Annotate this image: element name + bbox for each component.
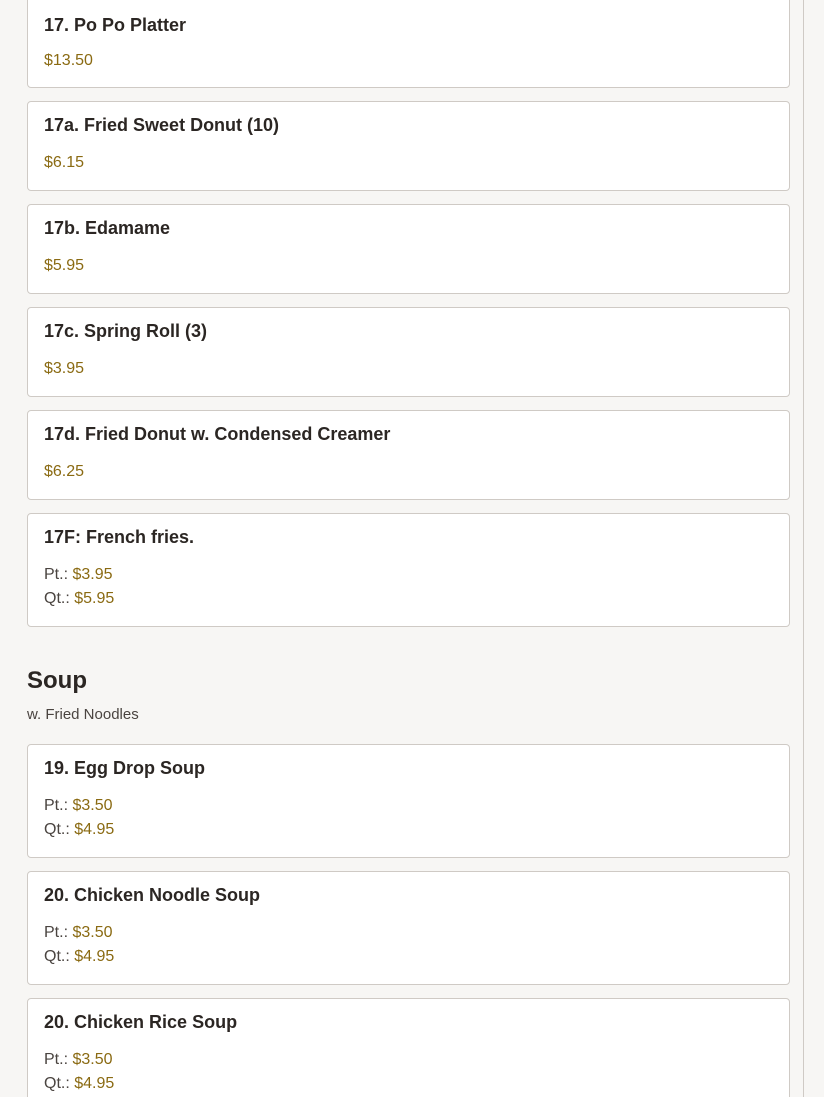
scroll-divider [803,0,804,1097]
menu-item-price [44,153,84,173]
menu-item-price [44,359,84,379]
size-label: Pt.: [44,566,69,583]
section-title: Soup [27,667,87,694]
size-price-row [44,947,114,967]
size-label: Pt.: [44,924,69,941]
menu-item-name: 20. Chicken Rice Soup [44,1012,238,1032]
menu-item-price [44,462,84,482]
size-label: Qt.: [44,821,70,838]
size-label: Qt.: [44,948,70,965]
menu-item-name: 20. Chicken Noodle Soup [44,885,261,905]
menu-item-card[interactable] [27,744,790,858]
menu-item-name: 19. Egg Drop Soup [44,758,206,778]
size-price-row [44,796,113,816]
size-price-row [44,1050,113,1070]
price-value: $3.50 [72,797,113,814]
price-value: $6.15 [44,154,85,171]
price-value: $4.95 [74,948,115,965]
menu-item-name: 17F: French fries. [44,527,195,547]
price-value: $13.50 [44,52,93,69]
price-value: $3.95 [72,566,113,583]
menu-item-name: 17. Po Po Platter [44,15,187,35]
size-label: Pt.: [44,797,69,814]
menu-item-card[interactable] [27,204,790,294]
menu-item-name: 17c. Spring Roll (3) [44,321,208,341]
price-value: $6.25 [44,463,85,480]
menu-item-card[interactable] [27,0,790,88]
menu-item-card[interactable] [27,101,790,191]
menu-item-card[interactable] [27,998,790,1097]
price-value: $3.95 [44,360,85,377]
size-price-row [44,589,114,609]
size-price-row [44,565,113,585]
menu-item-card[interactable] [27,871,790,985]
size-label: Pt.: [44,1051,69,1068]
menu-item-price [44,256,84,276]
price-value: $5.95 [74,590,115,607]
size-price-row [44,820,114,840]
size-label: Qt.: [44,1075,70,1092]
price-value: $3.50 [72,924,113,941]
price-value: $4.95 [74,821,115,838]
size-label: Qt.: [44,590,70,607]
price-value: $3.50 [72,1051,113,1068]
menu-item-card[interactable] [27,410,790,500]
menu-item-name: 17d. Fried Donut w. Condensed Creamer [44,424,391,444]
menu-item-card[interactable] [27,513,790,627]
size-price-row [44,923,113,943]
menu-item-name: 17b. Edamame [44,218,171,238]
price-value: $4.95 [74,1075,115,1092]
size-price-row [44,1074,114,1094]
menu-item-price [44,51,93,71]
price-value: $5.95 [44,257,85,274]
menu-item-name: 17a. Fried Sweet Donut (10) [44,115,280,135]
section-subtitle: w. Fried Noodles [27,706,139,723]
menu-item-card[interactable] [27,307,790,397]
